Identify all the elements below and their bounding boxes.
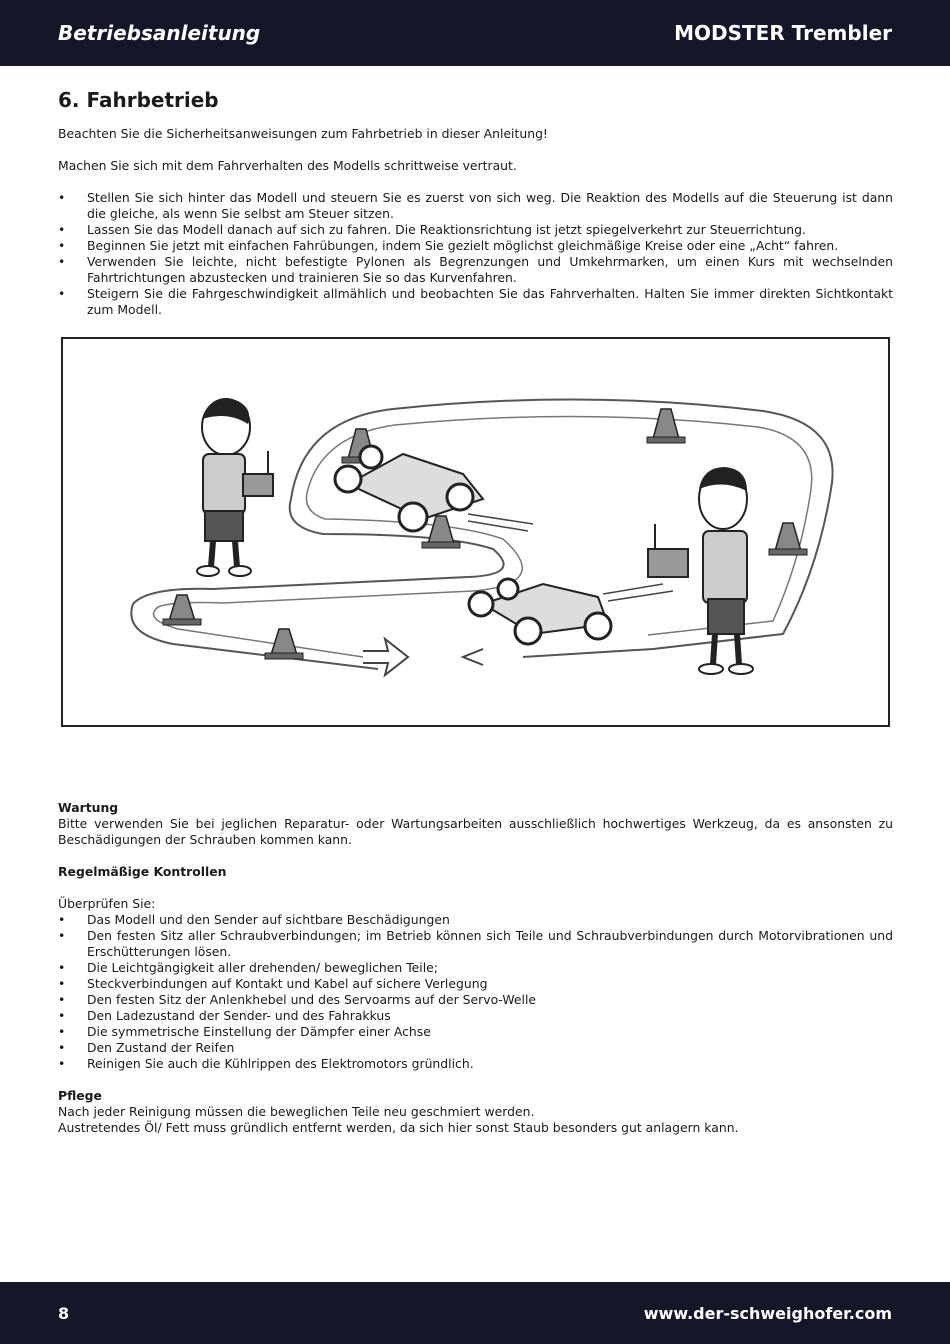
kontrollen-heading: Regelmäßige Kontrollen (58, 864, 227, 879)
section-fahrbetrieb (58, 88, 893, 318)
list-item: • Den festen Sitz aller Schraubverbindungen; im Betrieb können sich Teile und Schraubverbindungen durch Motorvibrationen und Erschütterungen lösen. (58, 928, 893, 960)
list-item: • Steckverbindungen auf Kontakt und Kabel auf sichere Verlegung (58, 976, 893, 992)
wartung-heading: Wartung (58, 800, 119, 815)
direction-arrow (463, 649, 483, 665)
kontrollen-lead: Überprüfen Sie: (58, 896, 156, 911)
website-url: www.der-schweighofer.com (643, 1303, 892, 1323)
pflege-text: Austretendes Öl/ Fett muss gründlich entfernt werden, da sich hier sonst Staub besonders gut anlagern kann. (58, 1120, 739, 1135)
list-item: • Den Ladezustand der Sender- und des Fahrakkus (58, 1008, 893, 1024)
list-item: • Beginnen Sie jetzt mit einfachen Fahrübungen, indem Sie gezielt möglichst gleichmäßige Kreise oder eine „Acht“ fahren. (58, 238, 893, 254)
person-with-transmitter-icon (197, 399, 273, 576)
page-number: 8 (58, 1303, 70, 1323)
section-wartung (58, 800, 893, 1136)
list-item: • Das Modell und den Sender auf sichtbare Beschädigungen (58, 912, 893, 928)
illustration-svg (63, 339, 888, 725)
page-header (0, 0, 950, 66)
product-name: MODSTER Trembler (674, 21, 892, 45)
list-item: • Lassen Sie das Modell danach auf sich zu fahren. Die Reaktionsrichtung ist jetzt spiegelverkehrt zur Steuerrichtung. (58, 222, 893, 238)
list-item: • Die symmetrische Einstellung der Dämpfer einer Achse (58, 1024, 893, 1040)
page-footer (0, 1282, 950, 1344)
cone-icon (647, 409, 685, 443)
kontrollen-list (58, 912, 893, 1072)
document-type: Betriebsanleitung (58, 21, 261, 45)
intro-paragraph: Machen Sie sich mit dem Fahrverhalten des Modells schrittweise vertraut. (58, 158, 517, 173)
pflege-heading: Pflege (58, 1088, 102, 1103)
cone-icon (163, 595, 201, 625)
driving-course-illustration (61, 337, 890, 727)
wartung-text: Bitte verwenden Sie bei jeglichen Reparatur- oder Wartungsarbeiten ausschließlich hochwertiges Werkzeug, da es ansonsten zu Beschädigungen der Schrauben kommen kann. (58, 816, 893, 847)
list-item: • Den Zustand der Reifen (58, 1040, 893, 1056)
pflege-text: Nach jeder Reinigung müssen die beweglichen Teile neu geschmiert werden. (58, 1104, 535, 1119)
list-item: • Reinigen Sie auch die Kühlrippen des Elektromotors gründlich. (58, 1056, 893, 1072)
section-title: 6. Fahrbetrieb (58, 88, 219, 112)
list-item: • Den festen Sitz der Anlenkhebel und des Servoarms auf der Servo-Welle (58, 992, 893, 1008)
list-item: • Die Leichtgängigkeit aller drehenden/ beweglichen Teile; (58, 960, 893, 976)
list-item: • Steigern Sie die Fahrgeschwindigkeit allmählich und beobachten Sie das Fahrverhalten. Halten Sie immer direkten Sichtkontakt zum Modell. (58, 286, 893, 318)
intro-paragraph: Beachten Sie die Sicherheitsanweisungen zum Fahrbetrieb in dieser Anleitung! (58, 126, 548, 141)
cone-icon (265, 629, 303, 659)
list-item: • Verwenden Sie leichte, nicht befestigte Pylonen als Begrenzungen und Umkehrmarken, um einen Kurs mit wechselnden Fahrtrichtungen abzustecken und trainieren Sie so das Kurvenfahren. (58, 254, 893, 286)
driving-tips-list (58, 190, 893, 318)
rc-buggy-icon (335, 446, 533, 531)
list-item: • Stellen Sie sich hinter das Modell und steuern Sie es zuerst von sich weg. Die Reaktion des Modells auf die Steuerung ist dann die gleiche, als wenn Sie selbst am Steuer sitzen. (58, 190, 893, 222)
rc-buggy-icon (469, 579, 673, 644)
